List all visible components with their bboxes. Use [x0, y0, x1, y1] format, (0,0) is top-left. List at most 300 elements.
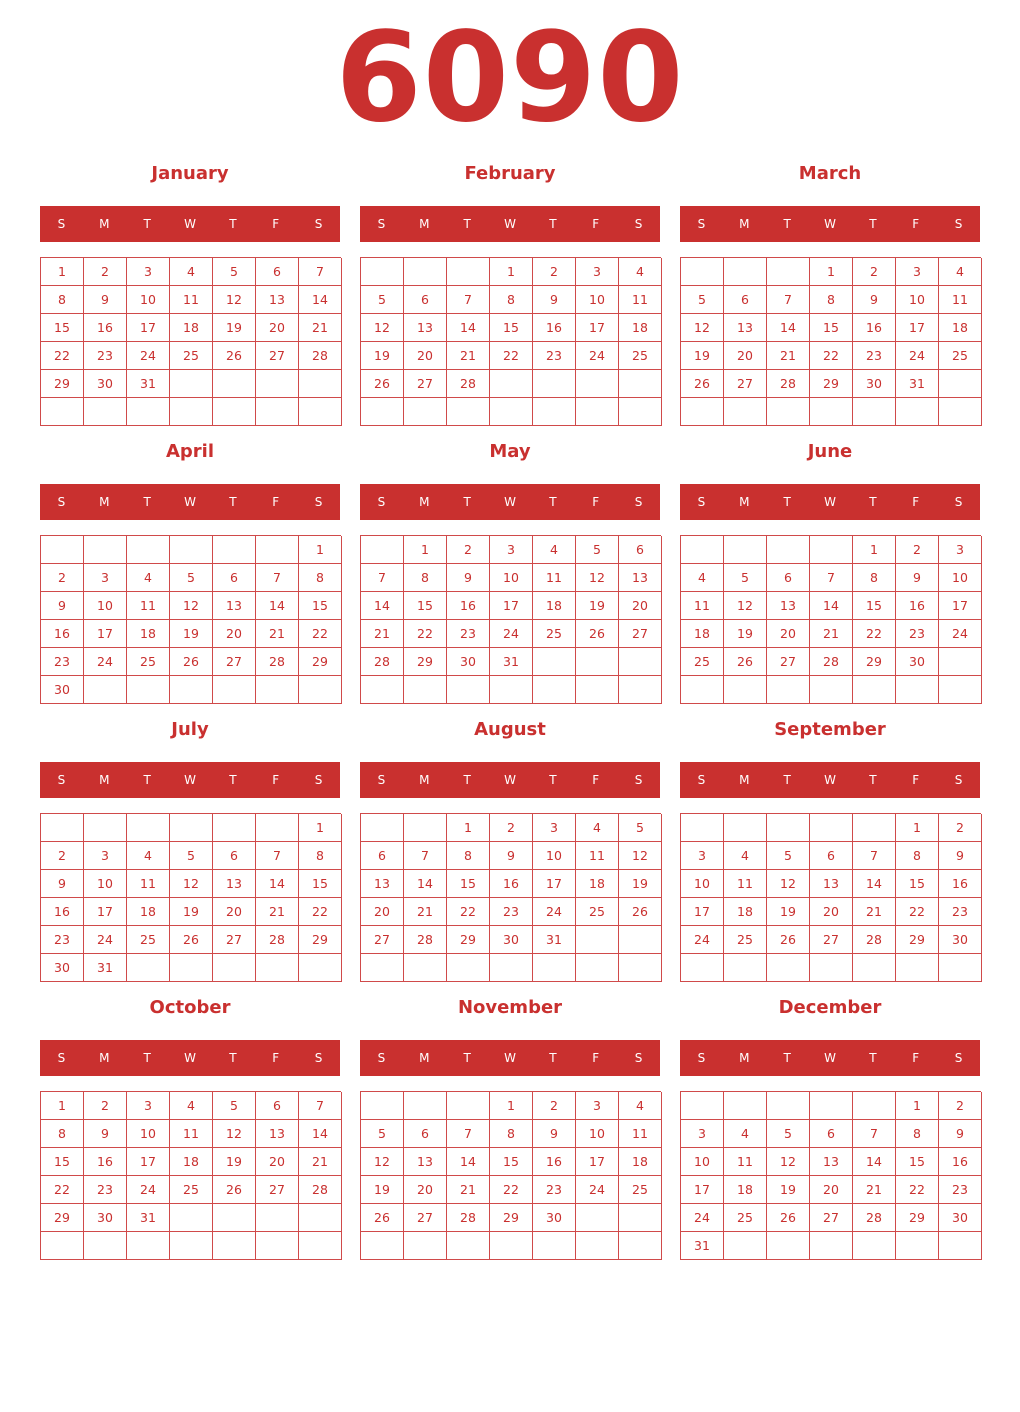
day-cell: 27	[213, 648, 256, 676]
empty-day-cell	[213, 954, 256, 982]
weekday-label: S	[57, 1051, 66, 1065]
empty-day-cell	[256, 370, 299, 398]
day-cell: 3	[576, 258, 619, 286]
empty-day-cell	[447, 1232, 490, 1260]
weekday-label: T	[229, 217, 237, 231]
day-cell: 15	[299, 870, 342, 898]
empty-day-cell	[41, 814, 84, 842]
day-cell: 4	[724, 1120, 767, 1148]
day-cell: 19	[681, 342, 724, 370]
weekday-label: T	[229, 495, 237, 509]
day-cell: 22	[41, 342, 84, 370]
day-cell: 30	[896, 648, 939, 676]
day-cell: 21	[256, 898, 299, 926]
day-cell: 31	[490, 648, 533, 676]
day-cell: 31	[533, 926, 576, 954]
day-cell: 9	[490, 842, 533, 870]
day-cell: 11	[170, 286, 213, 314]
day-cell: 2	[490, 814, 533, 842]
day-cell: 13	[619, 564, 662, 592]
day-cell: 7	[810, 564, 853, 592]
day-cell: 28	[447, 370, 490, 398]
day-cell: 5	[681, 286, 724, 314]
weekday-label: M	[739, 217, 750, 231]
weekday-header	[360, 484, 660, 520]
day-cell: 6	[404, 1120, 447, 1148]
day-cell: 23	[533, 342, 576, 370]
day-cell: 21	[853, 1176, 896, 1204]
weekday-label: S	[377, 1051, 386, 1065]
empty-day-cell	[810, 1092, 853, 1120]
empty-day-cell	[404, 258, 447, 286]
empty-day-cell	[939, 648, 982, 676]
day-cell: 7	[447, 1120, 490, 1148]
weekday-label: T	[143, 217, 151, 231]
empty-day-cell	[361, 1092, 404, 1120]
day-cell: 6	[619, 536, 662, 564]
day-cell: 23	[84, 1176, 127, 1204]
weekday-label: F	[592, 1051, 600, 1065]
weekday-label: S	[697, 495, 706, 509]
day-cell: 4	[724, 842, 767, 870]
empty-day-cell	[533, 954, 576, 982]
day-cell: 22	[299, 898, 342, 926]
weekday-header	[360, 206, 660, 242]
day-cell: 3	[896, 258, 939, 286]
empty-day-cell	[213, 1204, 256, 1232]
day-cell: 17	[681, 898, 724, 926]
empty-day-cell	[84, 1232, 127, 1260]
day-cell: 1	[299, 814, 342, 842]
day-cell: 21	[447, 342, 490, 370]
weekday-label: S	[697, 773, 706, 787]
day-cell: 11	[724, 1148, 767, 1176]
empty-day-cell	[533, 370, 576, 398]
weekday-label: F	[592, 495, 600, 509]
day-cell: 31	[896, 370, 939, 398]
day-cell: 26	[213, 342, 256, 370]
day-cell: 22	[299, 620, 342, 648]
empty-day-cell	[299, 676, 342, 704]
day-cell: 7	[853, 1120, 896, 1148]
empty-day-cell	[767, 258, 810, 286]
month-name: July	[171, 719, 209, 740]
weekday-label: W	[824, 773, 836, 787]
day-cell: 19	[361, 1176, 404, 1204]
weekday-label: T	[549, 217, 557, 231]
day-cell: 28	[361, 648, 404, 676]
day-cell: 23	[939, 1176, 982, 1204]
empty-day-cell	[41, 1232, 84, 1260]
day-cell: 13	[361, 870, 404, 898]
day-cell: 14	[299, 1120, 342, 1148]
day-cell: 1	[490, 1092, 533, 1120]
day-cell: 11	[127, 870, 170, 898]
weekday-label: T	[783, 495, 791, 509]
day-cell: 27	[810, 926, 853, 954]
day-cell: 25	[681, 648, 724, 676]
empty-day-cell	[447, 258, 490, 286]
day-cell: 13	[256, 286, 299, 314]
weekday-label: W	[504, 1051, 516, 1065]
day-cell: 29	[404, 648, 447, 676]
day-cell: 5	[767, 1120, 810, 1148]
empty-day-cell	[681, 1092, 724, 1120]
day-cell: 9	[84, 1120, 127, 1148]
day-cell: 14	[767, 314, 810, 342]
day-cell: 2	[84, 258, 127, 286]
day-cell: 3	[681, 842, 724, 870]
empty-day-cell	[41, 536, 84, 564]
day-cell: 22	[41, 1176, 84, 1204]
empty-day-cell	[681, 954, 724, 982]
weekday-label: M	[419, 773, 430, 787]
empty-day-cell	[213, 398, 256, 426]
weekday-label: S	[377, 217, 386, 231]
day-cell: 24	[681, 1204, 724, 1232]
day-cell: 19	[170, 620, 213, 648]
day-cell: 30	[853, 370, 896, 398]
day-cell: 8	[490, 286, 533, 314]
empty-day-cell	[576, 676, 619, 704]
weekday-header	[680, 484, 980, 520]
day-cell: 18	[939, 314, 982, 342]
weekday-label: S	[954, 773, 963, 787]
day-cell: 19	[213, 1148, 256, 1176]
empty-day-cell	[404, 1232, 447, 1260]
day-cell: 20	[213, 898, 256, 926]
empty-day-cell	[84, 676, 127, 704]
empty-day-cell	[576, 926, 619, 954]
empty-day-cell	[533, 398, 576, 426]
weekday-label: W	[504, 495, 516, 509]
day-cell: 27	[404, 370, 447, 398]
empty-day-cell	[256, 954, 299, 982]
day-cell: 30	[41, 676, 84, 704]
day-cell: 25	[170, 342, 213, 370]
day-cell: 15	[447, 870, 490, 898]
day-cell: 22	[896, 1176, 939, 1204]
month-name: January	[151, 163, 229, 184]
day-cell: 12	[767, 870, 810, 898]
day-cell: 13	[213, 592, 256, 620]
day-cell: 31	[127, 1204, 170, 1232]
empty-day-cell	[213, 370, 256, 398]
day-cell: 24	[84, 926, 127, 954]
weekday-label: S	[314, 495, 323, 509]
day-cell: 10	[576, 1120, 619, 1148]
day-cell: 6	[810, 1120, 853, 1148]
day-cell: 14	[447, 314, 490, 342]
empty-day-cell	[84, 398, 127, 426]
day-cell: 9	[896, 564, 939, 592]
day-cell: 21	[256, 620, 299, 648]
day-cell: 10	[681, 870, 724, 898]
day-grid	[360, 813, 661, 982]
empty-day-cell	[681, 676, 724, 704]
empty-day-cell	[576, 370, 619, 398]
day-cell: 31	[84, 954, 127, 982]
day-cell: 7	[767, 286, 810, 314]
day-cell: 8	[896, 842, 939, 870]
day-cell: 30	[533, 1204, 576, 1232]
weekday-label: T	[869, 495, 877, 509]
day-cell: 13	[213, 870, 256, 898]
day-grid	[360, 257, 661, 426]
day-cell: 10	[84, 592, 127, 620]
day-cell: 19	[619, 870, 662, 898]
empty-day-cell	[619, 954, 662, 982]
empty-day-cell	[896, 1232, 939, 1260]
day-grid	[40, 1091, 341, 1260]
day-cell: 18	[724, 1176, 767, 1204]
empty-day-cell	[490, 954, 533, 982]
day-cell: 30	[41, 954, 84, 982]
day-cell: 28	[853, 926, 896, 954]
weekday-label: W	[824, 217, 836, 231]
month-name: October	[149, 997, 231, 1018]
weekday-label: M	[739, 773, 750, 787]
empty-day-cell	[256, 1232, 299, 1260]
weekday-label: S	[954, 495, 963, 509]
day-cell: 7	[361, 564, 404, 592]
day-cell: 16	[896, 592, 939, 620]
day-cell: 5	[619, 814, 662, 842]
day-cell: 5	[361, 286, 404, 314]
day-cell: 29	[896, 926, 939, 954]
empty-day-cell	[84, 536, 127, 564]
day-cell: 16	[533, 314, 576, 342]
day-cell: 4	[576, 814, 619, 842]
weekday-label: W	[184, 495, 196, 509]
day-cell: 10	[533, 842, 576, 870]
day-cell: 8	[299, 564, 342, 592]
day-cell: 22	[447, 898, 490, 926]
weekday-label: S	[634, 773, 643, 787]
empty-day-cell	[170, 954, 213, 982]
day-cell: 4	[127, 842, 170, 870]
day-cell: 22	[404, 620, 447, 648]
day-cell: 12	[767, 1148, 810, 1176]
day-cell: 15	[810, 314, 853, 342]
day-cell: 23	[84, 342, 127, 370]
weekday-header	[360, 1040, 660, 1076]
day-cell: 15	[41, 1148, 84, 1176]
day-cell: 6	[213, 842, 256, 870]
empty-day-cell	[299, 370, 342, 398]
day-cell: 10	[490, 564, 533, 592]
empty-day-cell	[213, 1232, 256, 1260]
day-cell: 13	[404, 314, 447, 342]
empty-day-cell	[810, 1232, 853, 1260]
day-cell: 14	[361, 592, 404, 620]
day-cell: 28	[853, 1204, 896, 1232]
day-cell: 18	[127, 898, 170, 926]
day-cell: 20	[256, 1148, 299, 1176]
empty-day-cell	[533, 676, 576, 704]
day-cell: 1	[853, 536, 896, 564]
empty-day-cell	[939, 370, 982, 398]
day-cell: 28	[767, 370, 810, 398]
day-cell: 14	[853, 1148, 896, 1176]
day-cell: 23	[533, 1176, 576, 1204]
day-cell: 4	[170, 258, 213, 286]
weekday-label: S	[314, 217, 323, 231]
day-cell: 8	[490, 1120, 533, 1148]
day-cell: 4	[170, 1092, 213, 1120]
day-cell: 1	[41, 258, 84, 286]
day-cell: 13	[724, 314, 767, 342]
day-cell: 17	[939, 592, 982, 620]
day-cell: 20	[767, 620, 810, 648]
empty-day-cell	[533, 648, 576, 676]
day-cell: 28	[447, 1204, 490, 1232]
weekday-label: W	[824, 495, 836, 509]
empty-day-cell	[576, 398, 619, 426]
weekday-label: T	[869, 1051, 877, 1065]
day-cell: 21	[299, 314, 342, 342]
day-cell: 8	[853, 564, 896, 592]
day-cell: 21	[853, 898, 896, 926]
day-cell: 28	[256, 648, 299, 676]
day-cell: 2	[41, 564, 84, 592]
empty-day-cell	[724, 1092, 767, 1120]
day-cell: 11	[170, 1120, 213, 1148]
day-cell: 25	[533, 620, 576, 648]
empty-day-cell	[127, 398, 170, 426]
day-cell: 9	[533, 286, 576, 314]
day-cell: 25	[170, 1176, 213, 1204]
day-cell: 5	[361, 1120, 404, 1148]
weekday-label: F	[912, 1051, 920, 1065]
empty-day-cell	[127, 1232, 170, 1260]
day-cell: 10	[576, 286, 619, 314]
empty-day-cell	[576, 954, 619, 982]
weekday-label: M	[99, 217, 110, 231]
empty-day-cell	[724, 536, 767, 564]
empty-day-cell	[681, 398, 724, 426]
weekday-label: S	[314, 1051, 323, 1065]
day-cell: 2	[939, 814, 982, 842]
day-cell: 26	[724, 648, 767, 676]
day-cell: 7	[404, 842, 447, 870]
month-name: December	[778, 997, 882, 1018]
day-cell: 29	[490, 1204, 533, 1232]
empty-day-cell	[724, 398, 767, 426]
day-cell: 13	[767, 592, 810, 620]
day-cell: 24	[127, 1176, 170, 1204]
month-name: June	[807, 441, 853, 462]
day-cell: 21	[361, 620, 404, 648]
day-cell: 18	[619, 314, 662, 342]
empty-day-cell	[490, 676, 533, 704]
day-cell: 20	[810, 1176, 853, 1204]
empty-day-cell	[256, 398, 299, 426]
weekday-label: M	[99, 1051, 110, 1065]
day-cell: 29	[853, 648, 896, 676]
day-cell: 8	[447, 842, 490, 870]
empty-day-cell	[361, 814, 404, 842]
day-cell: 3	[84, 564, 127, 592]
day-cell: 4	[619, 258, 662, 286]
weekday-header	[40, 484, 340, 520]
day-cell: 10	[896, 286, 939, 314]
day-cell: 18	[619, 1148, 662, 1176]
day-cell: 15	[41, 314, 84, 342]
empty-day-cell	[299, 1232, 342, 1260]
day-cell: 17	[84, 898, 127, 926]
day-cell: 11	[724, 870, 767, 898]
weekday-label: F	[272, 773, 280, 787]
day-cell: 29	[447, 926, 490, 954]
empty-day-cell	[619, 926, 662, 954]
weekday-header	[40, 206, 340, 242]
empty-day-cell	[724, 954, 767, 982]
day-cell: 3	[939, 536, 982, 564]
day-cell: 11	[619, 1120, 662, 1148]
day-grid	[360, 535, 661, 704]
empty-day-cell	[767, 814, 810, 842]
day-cell: 16	[41, 898, 84, 926]
day-cell: 16	[939, 1148, 982, 1176]
day-cell: 8	[299, 842, 342, 870]
day-cell: 6	[256, 258, 299, 286]
day-cell: 25	[619, 1176, 662, 1204]
empty-day-cell	[361, 1232, 404, 1260]
day-cell: 23	[447, 620, 490, 648]
day-cell: 2	[41, 842, 84, 870]
weekday-label: W	[824, 1051, 836, 1065]
day-cell: 19	[361, 342, 404, 370]
weekday-label: S	[634, 495, 643, 509]
empty-day-cell	[127, 814, 170, 842]
weekday-label: T	[229, 773, 237, 787]
day-cell: 3	[681, 1120, 724, 1148]
empty-day-cell	[853, 398, 896, 426]
day-cell: 23	[896, 620, 939, 648]
month-name: November	[457, 997, 563, 1018]
weekday-label: F	[912, 495, 920, 509]
day-cell: 31	[681, 1232, 724, 1260]
day-cell: 9	[939, 1120, 982, 1148]
empty-day-cell	[853, 954, 896, 982]
day-cell: 24	[576, 1176, 619, 1204]
empty-day-cell	[681, 258, 724, 286]
day-cell: 2	[447, 536, 490, 564]
empty-day-cell	[41, 398, 84, 426]
day-cell: 7	[853, 842, 896, 870]
day-cell: 30	[84, 370, 127, 398]
empty-day-cell	[767, 536, 810, 564]
empty-day-cell	[127, 954, 170, 982]
weekday-label: F	[912, 217, 920, 231]
weekday-label: T	[783, 1051, 791, 1065]
day-cell: 9	[41, 592, 84, 620]
day-cell: 14	[404, 870, 447, 898]
day-cell: 27	[724, 370, 767, 398]
day-cell: 20	[724, 342, 767, 370]
day-cell: 8	[810, 286, 853, 314]
day-cell: 15	[896, 1148, 939, 1176]
day-cell: 24	[896, 342, 939, 370]
day-cell: 22	[810, 342, 853, 370]
day-cell: 10	[939, 564, 982, 592]
day-cell: 31	[127, 370, 170, 398]
day-cell: 26	[681, 370, 724, 398]
day-cell: 18	[533, 592, 576, 620]
weekday-header	[360, 762, 660, 798]
day-cell: 21	[404, 898, 447, 926]
